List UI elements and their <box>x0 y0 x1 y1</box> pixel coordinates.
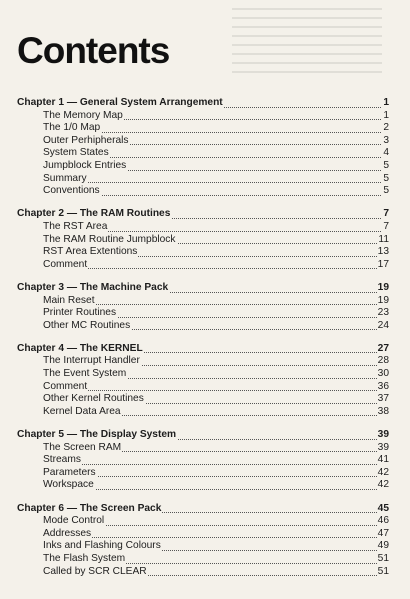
toc-entry-label: Jumpblock Entries <box>43 159 127 171</box>
chapter-block <box>17 343 389 419</box>
toc-entry-label: The 1/0 Map <box>43 122 101 134</box>
page-number: 7 <box>383 208 389 220</box>
page-number: 38 <box>377 405 389 417</box>
page-number: 39 <box>377 429 389 441</box>
page-number: 5 <box>383 172 389 184</box>
chapter-heading <box>17 429 389 442</box>
page-number: 45 <box>377 502 389 514</box>
page-number: 19 <box>377 281 389 293</box>
toc-entry <box>17 553 389 566</box>
chapter-heading-label: Chapter 6 — The Screen Pack <box>17 502 162 514</box>
page-number: 19 <box>377 294 389 306</box>
page-number: 42 <box>377 479 389 491</box>
toc-entry <box>17 368 389 381</box>
toc-entry <box>17 393 389 406</box>
toc-entry-label: Main Reset <box>43 294 95 306</box>
page-number: 47 <box>377 527 389 539</box>
page-number: 7 <box>383 220 389 232</box>
chapter-heading-label: Chapter 4 — The KERNEL <box>17 342 143 354</box>
toc-entry <box>17 234 389 247</box>
page-number: 24 <box>377 319 389 331</box>
toc-entry-label: Conventions <box>43 185 100 197</box>
toc-entry <box>17 259 389 272</box>
page-number: 28 <box>377 355 389 367</box>
toc-entry <box>17 442 389 455</box>
page-number: 49 <box>377 540 389 552</box>
chapter-heading <box>17 208 389 221</box>
toc-entry <box>17 147 389 160</box>
dot-leader <box>43 537 389 538</box>
page-number: 46 <box>377 515 389 527</box>
page-number: 27 <box>377 342 389 354</box>
toc-entry <box>17 110 389 123</box>
toc-entry <box>17 307 389 320</box>
toc-entry <box>17 540 389 553</box>
toc-entry <box>17 528 389 541</box>
toc-entry-label: The Screen RAM <box>43 441 122 453</box>
toc-entry <box>17 479 389 492</box>
toc-entry-label: Comment <box>43 258 88 270</box>
toc-entry-label: The RAM Routine Jumpblock <box>43 233 176 245</box>
page-number: 4 <box>383 147 389 159</box>
toc-entry-label: Workspace <box>43 479 94 491</box>
page-number: 51 <box>377 565 389 577</box>
toc-entry <box>17 135 389 148</box>
toc-entry <box>17 160 389 173</box>
page-title: Contents <box>17 30 170 71</box>
toc-entry <box>17 221 389 234</box>
page-number: 17 <box>377 258 389 270</box>
toc-entry-label: Streams <box>43 454 81 466</box>
page-number: 1 <box>383 109 389 121</box>
toc-entry-label: Outer Perhipherals <box>43 134 129 146</box>
dot-leader <box>43 268 389 269</box>
toc-entry-label: Parameters <box>43 466 96 478</box>
page-number: 5 <box>383 159 389 171</box>
toc-entry <box>17 406 389 419</box>
toc-entry <box>17 355 389 368</box>
toc-entry <box>17 454 389 467</box>
toc-entry-label: System States <box>43 147 109 159</box>
chapter-heading-label: Chapter 5 — The Display System <box>17 429 177 441</box>
toc-entry <box>17 185 389 198</box>
toc-entry-label: Summary <box>43 172 87 184</box>
page-number: 42 <box>377 466 389 478</box>
toc-entry-label: Called by SCR CLEAR <box>43 565 147 577</box>
chapter-block <box>17 429 389 492</box>
chapter-heading-label: Chapter 2 — The RAM Routines <box>17 208 171 220</box>
page-number: 13 <box>377 246 389 258</box>
page-number: 30 <box>377 368 389 380</box>
page-number: 51 <box>377 552 389 564</box>
page-number: 23 <box>377 307 389 319</box>
page-number: 1 <box>383 97 389 108</box>
toc-entry <box>17 320 389 333</box>
chapter-block <box>17 208 389 271</box>
dot-leader <box>43 182 389 183</box>
toc-entry <box>17 246 389 259</box>
chapter-heading-label: Chapter 1 — General System Arrangement <box>17 97 223 108</box>
toc-entry-label: Comment <box>43 380 88 392</box>
page-number: 5 <box>383 185 389 197</box>
toc-entry-label: The Memory Map <box>43 109 123 121</box>
chapter-heading <box>17 97 389 110</box>
page-number: 36 <box>377 380 389 392</box>
toc-entry-label: The RST Area <box>43 220 108 232</box>
toc-entry <box>17 467 389 480</box>
toc-entry-label: Addresses <box>43 527 92 539</box>
toc-entry <box>17 173 389 186</box>
toc-entry <box>17 515 389 528</box>
toc-entry-label: Other Kernel Routines <box>43 393 144 405</box>
chapter-heading <box>17 282 389 295</box>
toc-entry-label: Printer Routines <box>43 307 117 319</box>
toc-entry-label: Mode Control <box>43 515 105 527</box>
dot-leader <box>43 390 389 391</box>
toc-entry-label: Inks and Flashing Colours <box>43 540 161 552</box>
chapter-block <box>17 97 389 198</box>
chapter-heading <box>17 343 389 356</box>
toc-entry <box>17 566 389 579</box>
table-of-contents <box>17 97 389 589</box>
toc-entry <box>17 122 389 135</box>
chapter-heading <box>17 503 389 516</box>
show-through-text <box>232 8 382 76</box>
dot-leader <box>43 464 389 465</box>
page-number: 11 <box>378 233 389 245</box>
toc-entry <box>17 381 389 394</box>
toc-entry <box>17 295 389 308</box>
chapter-heading-label: Chapter 3 — The Machine Pack <box>17 281 169 293</box>
page-number: 39 <box>377 441 389 453</box>
toc-entry-label: The Interrupt Handler <box>43 355 140 367</box>
toc-entry-label: The Event System <box>43 368 127 380</box>
page-number: 37 <box>377 393 389 405</box>
toc-entry-label: RST Area Extentions <box>43 246 138 258</box>
page-number: 3 <box>383 134 389 146</box>
chapter-block <box>17 503 389 579</box>
toc-entry-label: Other MC Routines <box>43 319 131 331</box>
page-number: 41 <box>377 454 389 466</box>
toc-entry-label: Kernel Data Area <box>43 405 121 417</box>
page-number: 2 <box>383 122 389 134</box>
toc-entry-label: The Flash System <box>43 552 126 564</box>
chapter-block <box>17 282 389 332</box>
